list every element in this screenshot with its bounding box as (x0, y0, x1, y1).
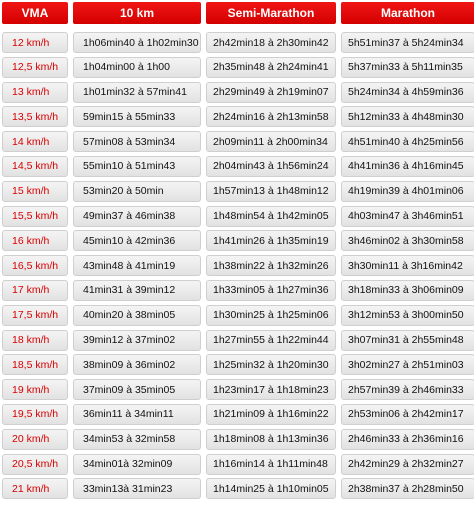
vma-cell: 13,5 km/h (2, 106, 68, 127)
time-marathon-cell: 2h38min37 à 2h28min50 (341, 478, 474, 499)
time-10km-cell: 59min15 à 55min33 (73, 106, 201, 127)
time-marathon-cell: 4h41min36 à 4h16min45 (341, 156, 474, 177)
pace-table (2, 2, 474, 503)
time-marathon-cell: 3h18min33 à 3h06min09 (341, 280, 474, 301)
vma-cell: 20,5 km/h (2, 454, 68, 475)
time-semi-marathon-cell: 1h27min55 à 1h22min44 (206, 330, 336, 351)
time-10km-cell: 57min08 à 53min34 (73, 131, 201, 152)
time-10km-cell: 43min48 à 41min19 (73, 255, 201, 276)
time-semi-marathon-cell: 2h42min18 à 2h30min42 (206, 32, 336, 53)
time-10km-cell: 1h01min32 à 57min41 (73, 82, 201, 103)
header-vma: VMA (2, 2, 68, 24)
time-marathon-cell: 3h30min11 à 3h16min42 (341, 255, 474, 276)
time-marathon-cell: 3h07min31 à 2h55min48 (341, 330, 474, 351)
vma-cell: 15 km/h (2, 181, 68, 202)
vma-cell: 19 km/h (2, 379, 68, 400)
vma-cell: 12 km/h (2, 32, 68, 53)
time-10km-cell: 53min20 à 50min (73, 181, 201, 202)
time-10km-cell: 55min10 à 51min43 (73, 156, 201, 177)
vma-cell: 13 km/h (2, 82, 68, 103)
time-semi-marathon-cell: 1h16min14 à 1h11min48 (206, 454, 336, 475)
time-marathon-cell: 3h46min02 à 3h30min58 (341, 230, 474, 251)
time-10km-cell: 33min13à 31min23 (73, 478, 201, 499)
time-10km-cell: 1h06min40 à 1h02min30 (73, 32, 201, 53)
time-semi-marathon-cell: 1h38min22 à 1h32min26 (206, 255, 336, 276)
time-10km-cell: 49min37 à 46min38 (73, 206, 201, 227)
vma-cell: 17 km/h (2, 280, 68, 301)
time-semi-marathon-cell: 2h04min43 à 1h56min24 (206, 156, 336, 177)
time-semi-marathon-cell: 1h23min17 à 1h18min23 (206, 379, 336, 400)
time-10km-cell: 1h04min00 à 1h00 (73, 57, 201, 78)
time-semi-marathon-cell: 1h48min54 à 1h42min05 (206, 206, 336, 227)
time-semi-marathon-cell: 1h30min25 à 1h25min06 (206, 305, 336, 326)
header-semi-marathon: Semi-Marathon (206, 2, 336, 24)
time-marathon-cell: 5h24min34 à 4h59min36 (341, 82, 474, 103)
time-10km-cell: 41min31 à 39min12 (73, 280, 201, 301)
vma-cell: 15,5 km/h (2, 206, 68, 227)
time-marathon-cell: 4h03min47 à 3h46min51 (341, 206, 474, 227)
time-10km-cell: 34min53 à 32min58 (73, 429, 201, 450)
vma-cell: 17,5 km/h (2, 305, 68, 326)
vma-cell: 20 km/h (2, 429, 68, 450)
vma-cell: 18 km/h (2, 330, 68, 351)
vma-cell: 14 km/h (2, 131, 68, 152)
time-marathon-cell: 2h46min33 à 2h36min16 (341, 429, 474, 450)
vma-cell: 16,5 km/h (2, 255, 68, 276)
time-10km-cell: 40min20 à 38min05 (73, 305, 201, 326)
vma-cell: 12,5 km/h (2, 57, 68, 78)
time-marathon-cell: 5h12min33 à 4h48min30 (341, 106, 474, 127)
time-marathon-cell: 3h12min53 à 3h00min50 (341, 305, 474, 326)
vma-cell: 18,5 km/h (2, 354, 68, 375)
time-marathon-cell: 5h37min33 à 5h11min35 (341, 57, 474, 78)
time-semi-marathon-cell: 1h25min32 à 1h20min30 (206, 354, 336, 375)
time-marathon-cell: 2h42min29 à 2h32min27 (341, 454, 474, 475)
time-marathon-cell: 4h19min39 à 4h01min06 (341, 181, 474, 202)
time-marathon-cell: 2h57min39 à 2h46min33 (341, 379, 474, 400)
vma-cell: 16 km/h (2, 230, 68, 251)
time-marathon-cell: 2h53min06 à 2h42min17 (341, 404, 474, 425)
time-semi-marathon-cell: 1h21min09 à 1h16min22 (206, 404, 336, 425)
time-semi-marathon-cell: 1h57min13 à 1h48min12 (206, 181, 336, 202)
time-10km-cell: 38min09 à 36min02 (73, 354, 201, 375)
time-marathon-cell: 5h51min37 à 5h24min34 (341, 32, 474, 53)
vma-cell: 14,5 km/h (2, 156, 68, 177)
time-10km-cell: 36min11 à 34min11 (73, 404, 201, 425)
time-10km-cell: 39min12 à 37min02 (73, 330, 201, 351)
time-10km-cell: 37min09 à 35min05 (73, 379, 201, 400)
time-marathon-cell: 4h51min40 à 4h25min56 (341, 131, 474, 152)
time-semi-marathon-cell: 2h24min16 à 2h13min58 (206, 106, 336, 127)
time-semi-marathon-cell: 1h18min08 à 1h13min36 (206, 429, 336, 450)
header-10km: 10 km (73, 2, 201, 24)
header-marathon: Marathon (341, 2, 474, 24)
time-semi-marathon-cell: 2h29min49 à 2h19min07 (206, 82, 336, 103)
time-semi-marathon-cell: 2h09min11 à 2h00min34 (206, 131, 336, 152)
time-semi-marathon-cell: 1h14min25 à 1h10min05 (206, 478, 336, 499)
time-marathon-cell: 3h02min27 à 2h51min03 (341, 354, 474, 375)
time-semi-marathon-cell: 1h33min05 à 1h27min36 (206, 280, 336, 301)
vma-cell: 21 km/h (2, 478, 68, 499)
time-semi-marathon-cell: 1h41min26 à 1h35min19 (206, 230, 336, 251)
vma-cell: 19,5 km/h (2, 404, 68, 425)
time-semi-marathon-cell: 2h35min48 à 2h24min41 (206, 57, 336, 78)
time-10km-cell: 34min01à 32min09 (73, 454, 201, 475)
time-10km-cell: 45min10 à 42min36 (73, 230, 201, 251)
